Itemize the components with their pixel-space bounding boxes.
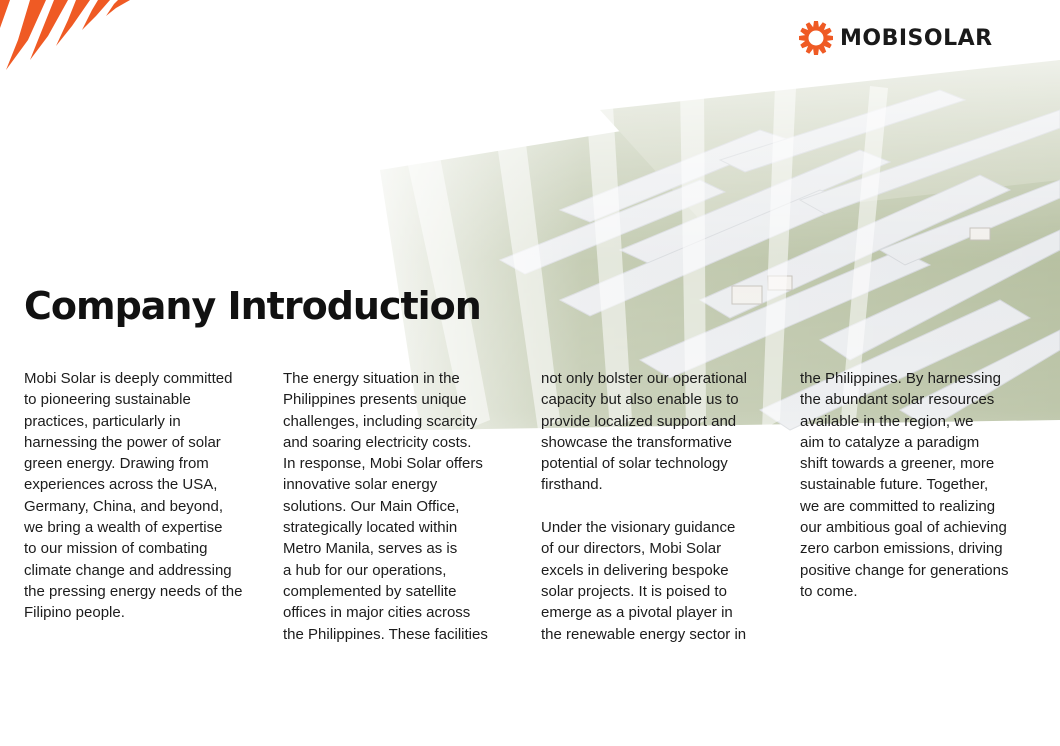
body-column-3: not only bolster our operational capacity but also enable us to provide localized support and showcase the transformative potential of solar technology firsthand. Under the visionary guidance of our directors, Mobi Solar excels in delivering bespoke solar projects. It is poised to emerge as a pivotal player in the renewable energy sector in: [541, 370, 747, 643]
orange-corner-decoration: [0, 0, 150, 80]
body-column-1: Mobi Solar is deeply committed to pioneering sustainable practices, particularly in harnessing the power of solar green energy. Drawing from experiences across the USA, Germany, China, and beyond, we bring a wealth of expertise to our mission of combating climate change and addressing the pressing energy needs of the Filipino people.: [24, 370, 243, 622]
mobisolar-logo: [798, 20, 993, 56]
body-column-2: The energy situation in the Philippines presents unique challenges, including scarcity and soaring electricity costs. In response, Mobi Solar offers innovative solar energy solutions. Our Main Office, strategically located within Metro Manila, serves as is a hub for our operations, complemented by satellite offices in major cities across the Philippines. These facilities: [283, 370, 488, 643]
sun-gear-icon: [798, 20, 834, 56]
body-column-4: the Philippines. By harnessing the abundant solar resources available in the region, we aim to catalyze a paradigm shift towards a greener, more sustainable future. Together, we are committed to realizing our ambitious goal of achieving zero carbon emissions, driving positive change for generations to come.: [800, 370, 1009, 600]
logo-wordmark: MOBISOLAR: [840, 25, 993, 51]
page-title: Company Introduction: [24, 284, 481, 328]
